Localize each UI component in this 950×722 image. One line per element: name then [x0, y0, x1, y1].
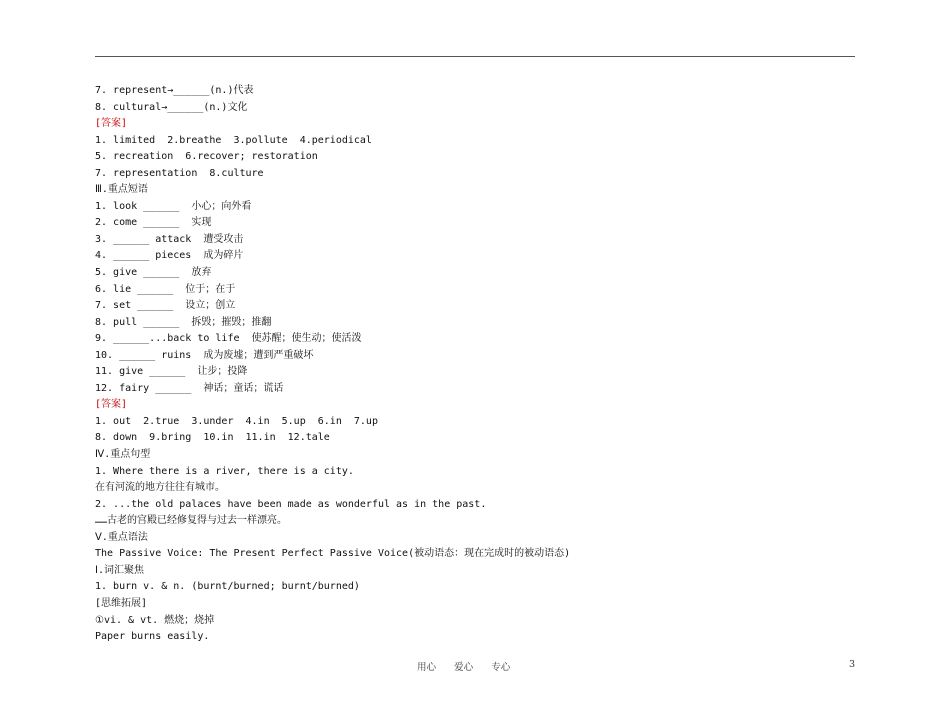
- text-line: 6. lie ______ 位于；在于: [95, 283, 236, 295]
- text-line: ……古老的宫殿已经修复得与过去一样漂亮。: [95, 515, 288, 527]
- text-line: 5. recreation 6.recover; restoration: [95, 151, 318, 163]
- text-line: The Passive Voice: The Present Perfect Passive Voice(被动语态：现在完成时的被动语态): [95, 548, 571, 560]
- text-line: [思维拓展]: [95, 597, 148, 609]
- answer-label: [答案]: [95, 399, 128, 411]
- text-line: 4. ______ pieces 成为碎片: [95, 250, 244, 262]
- text-line: 7. represent→______(n.)代表: [95, 85, 254, 96]
- text-line: 8. down 9.bring 10.in 11.in 12.tale: [95, 432, 330, 444]
- text-line: Ⅴ.重点语法: [95, 531, 148, 543]
- text-line: 10. ______ ruins 成为废墟；遭到严重破坏: [95, 349, 314, 361]
- text-line: 7. set ______ 设立；创立: [95, 300, 236, 312]
- document-body: [95, 83, 855, 646]
- text-line: 11. give ______ 让步；投降: [95, 366, 248, 378]
- text-line: 2. come ______ 实现: [95, 217, 212, 229]
- text-line: 1. out 2.true 3.under 4.in 5.up 6.in 7.up: [95, 415, 378, 427]
- text-line: 1. burn v. & n. (burnt/burned; burnt/burned): [95, 581, 360, 593]
- text-line: 1. look ______ 小心；向外看: [95, 200, 252, 212]
- answer-label: [答案]: [95, 118, 128, 130]
- text-line: 12. fairy ______ 神话；童话；谎话: [95, 382, 284, 394]
- text-line: Ⅰ.词汇聚焦: [95, 564, 144, 576]
- text-line: 8. cultural→______(n.)文化: [95, 101, 248, 113]
- text-line: 3. ______ attack 遭受攻击: [95, 233, 244, 245]
- text-line: Paper burns easily.: [95, 631, 210, 643]
- text-line: 5. give ______ 放弃: [95, 267, 212, 279]
- text-line: 2. ...the old palaces have been made as wonderful as in the past.: [95, 498, 487, 510]
- page-number: 3: [849, 659, 856, 670]
- text-line: 在有河流的地方往往有城市。: [95, 482, 225, 494]
- text-line: 7. representation 8.culture: [95, 167, 264, 179]
- footer-motto: 用心 爱心 专心: [417, 662, 511, 673]
- text-line: 1. Where there is a river, there is a city.: [95, 465, 354, 477]
- text-line: 9. ______...back to life 使苏醒；使生动；使活泼: [95, 333, 362, 345]
- text-line: ①vi. & vt. 燃烧；烧掉: [95, 614, 215, 626]
- text-line: 8. pull ______ 拆毁；摧毁；推翻: [95, 316, 272, 328]
- text-line: Ⅳ.重点句型: [95, 449, 151, 461]
- text-line: Ⅲ.重点短语: [95, 184, 148, 196]
- text-line: 1. limited 2.breathe 3.pollute 4.periodical: [95, 134, 372, 146]
- header-rule: [95, 56, 855, 57]
